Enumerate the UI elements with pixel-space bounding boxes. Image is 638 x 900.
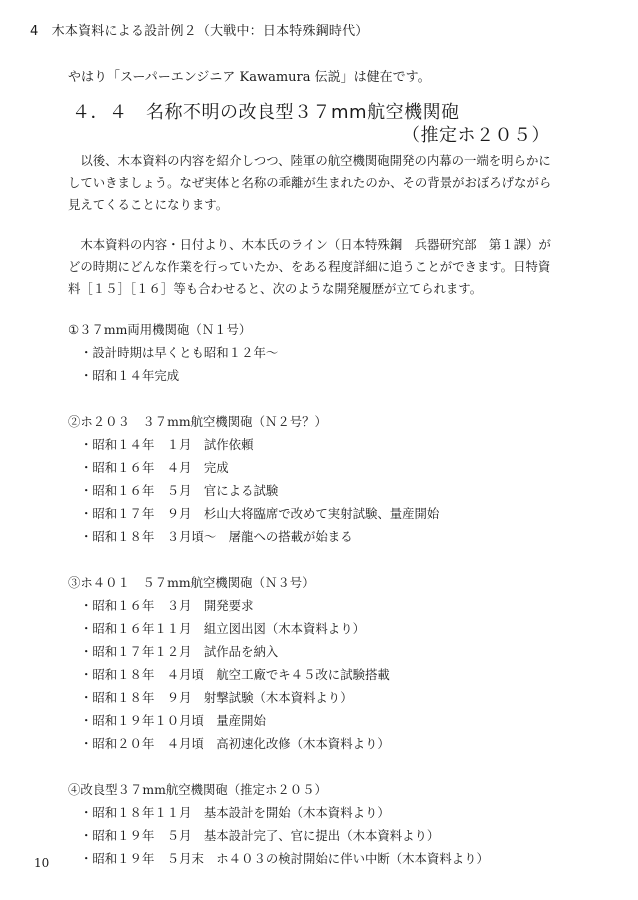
entry-heading: ④改良型３７mm航空機関砲（推定ホ２０５）: [68, 782, 327, 797]
intro-line: やはり「スーパーエンジニア Kawamura 伝説」は健在です。: [68, 70, 431, 85]
section-title: ４．４ 名称不明の改良型３７mm航空機関砲: [72, 102, 460, 123]
entry-item: ・昭和１９年１０月頃 量産開始: [80, 713, 266, 728]
paragraph-line: 木本資料の内容・日付より、木本氏のライン（日本特殊鋼 兵器研究部 第１課）が: [68, 237, 551, 252]
entry-item: ・昭和１７年 ９月 杉山大将臨席で改めて実射試験、量産開始: [80, 506, 440, 521]
entry-item: ・昭和１４年完成: [80, 368, 180, 383]
entry-item: ・昭和１６年 ５月 官による試験: [80, 483, 279, 498]
entry-item: ・昭和１９年 ５月末 ホ４０３の検討開始に伴い中断（木本資料より）: [80, 851, 489, 866]
entry-item: ・昭和２０年 ４月頃 高初速化改修（木本資料より）: [80, 736, 390, 751]
entry-ho205: [68, 778, 588, 870]
entry-item: ・昭和１６年１１月 組立図出図（木本資料より）: [80, 621, 365, 636]
entry-n1: [68, 318, 588, 387]
section-subtitle: （推定ホ２０５）: [402, 125, 550, 146]
paragraph-2: [68, 234, 568, 300]
paragraph-line: どの時期にどんな作業を行っていたか、をある程度詳細に追うことができます。日特資: [68, 259, 551, 274]
entry-item: ・昭和１６年 ３月 開発要求: [80, 598, 254, 613]
running-header: 4 木本資料による設計例２（大戦中：日本特殊鋼時代）: [30, 24, 369, 39]
page-number: 10: [34, 856, 50, 870]
development-history-list: [68, 318, 588, 893]
entry-heading: ①３７mm両用機関砲（Ｎ１号）: [68, 322, 252, 337]
paragraph-line: 以後、木本資料の内容を紹介しつつ、陸軍の航空機関砲開発の内幕の一端を明らかに: [68, 153, 551, 168]
entry-item: ・昭和１６年 ４月 完成: [80, 460, 229, 475]
entry-item: ・昭和１４年 １月 試作依頼: [80, 437, 254, 452]
entry-heading: ③ホ４０１ ５７mm航空機関砲（Ｎ３号）: [68, 575, 315, 590]
entry-item: ・昭和１８年 ９月 射撃試験（木本資料より）: [80, 690, 353, 705]
entry-item: ・設計時期は早くとも昭和１２年〜: [80, 345, 279, 360]
paragraph-line: 見えてくることになります。: [68, 197, 229, 212]
entry-item: ・昭和１８年１１月 基本設計を開始（木本資料より）: [80, 805, 390, 820]
entry-item: ・昭和１８年 ４月頃 航空工廠でキ４５改に試験搭載: [80, 667, 390, 682]
paragraph-line: していきましょう。なぜ実体と名称の乖離が生まれたのか、その背景がおぼろげながら: [68, 175, 552, 190]
entry-item: ・昭和１９年 ５月 基本設計完了、官に提出（木本資料より）: [80, 828, 440, 843]
entry-item: ・昭和１７年１２月 試作品を納入: [80, 644, 279, 659]
entry-item: ・昭和１８年 ３月頃〜 屠龍への搭載が始まる: [80, 529, 353, 544]
entry-ho401: [68, 571, 588, 755]
entry-ho203: [68, 410, 588, 548]
paragraph-1: [68, 150, 568, 216]
entry-heading: ②ホ２０３ ３７mm航空機関砲（Ｎ２号？）: [68, 414, 327, 429]
paragraph-line: 料［１５］［１６］等も合わせると、次のような開発履歴が立てられます。: [68, 281, 483, 296]
